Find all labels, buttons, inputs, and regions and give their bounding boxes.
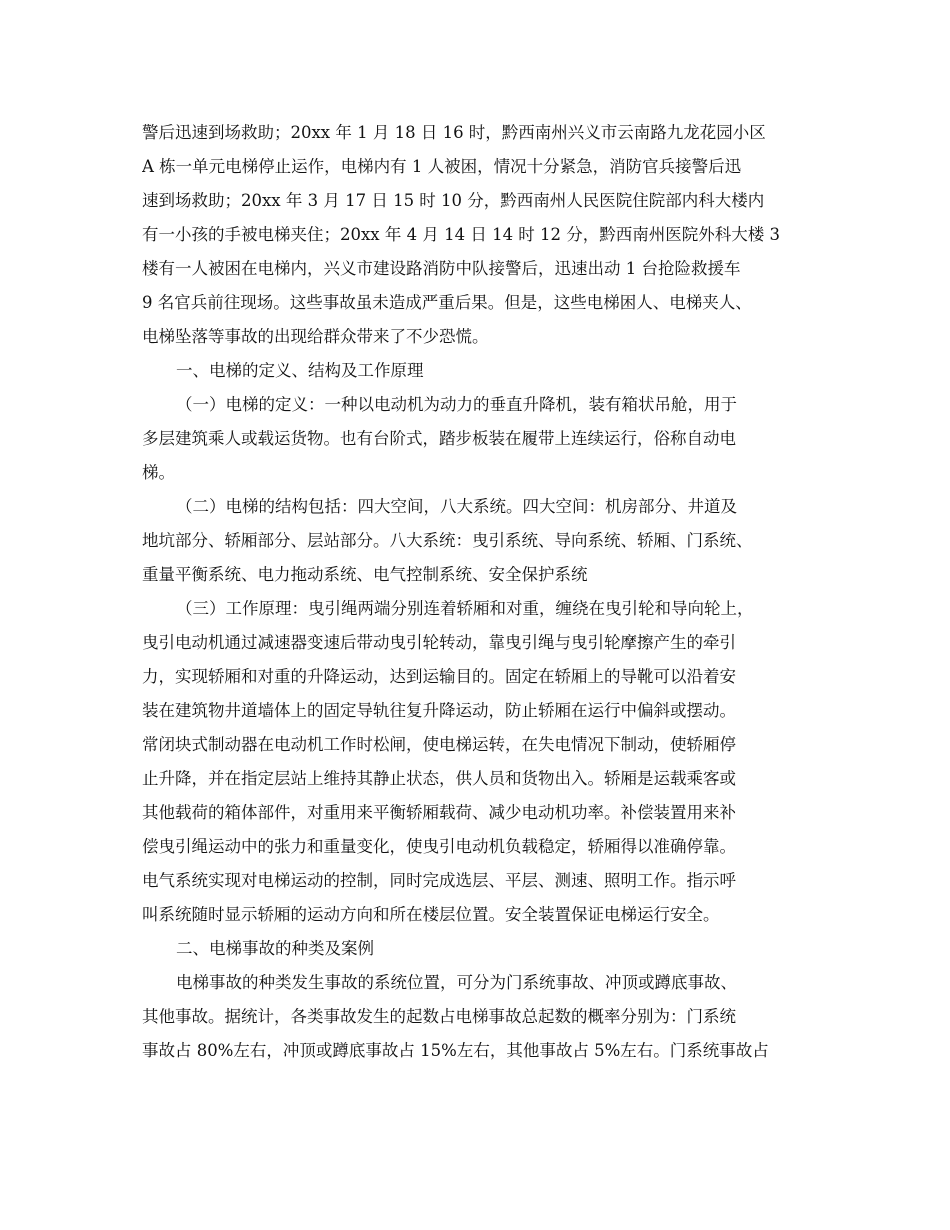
text-line: 力，实现轿厢和对重的升降运动，达到运输目的。固定在轿厢上的导靴可以沿着安 — [142, 667, 736, 686]
text-line: 其他事故。据统计，各类事故发生的起数占电梯事故总起数的概率分别为：门系统 — [142, 1007, 736, 1026]
text-line: （三）工作原理：曳引绳两端分别连着轿厢和对重，缠绕在曳引轮和导向轮上， — [176, 599, 754, 618]
paragraph-definition — [142, 388, 828, 490]
text-line: 重量平衡系统、电力拖动系统、电气控制系统、安全保护系统 — [142, 565, 588, 584]
text-line: 电梯坠落等事故的出现给群众带来了不少恐慌。 — [142, 327, 489, 346]
text-line: 速到场救助；20xx 年 3 月 17 日 15 时 10 分，黔西南州人民医院住院部内科大楼内 — [142, 191, 765, 210]
text-line: 事故占 80%左右，冲顶或蹲底事故占 15%左右，其他事故占 5%左右。门系统事故占 — [142, 1041, 769, 1060]
text-line: 楼有一人被困在电梯内，兴义市建设路消防中队接警后，迅速出动 1 台抢险救援车 — [142, 259, 741, 278]
text-line: 其他载荷的箱体部件，对重用来平衡轿厢载荷、减少电动机功率。补偿装置用来补 — [142, 803, 736, 822]
text-line: 警后迅速到场救助；20xx 年 1 月 18 日 16 时，黔西南州兴义市云南路九龙花园小区 — [142, 123, 766, 142]
text-line: 电梯事故的种类发生事故的系统位置，可分为门系统事故、冲顶或蹲底事故、 — [176, 973, 737, 992]
section-heading: 一、电梯的定义、结构及工作原理 — [176, 361, 424, 380]
section-heading-definition — [142, 354, 828, 388]
text-line: 常闭块式制动器在电动机工作时松闸，使电梯运转，在失电情况下制动，使轿厢停 — [142, 735, 736, 754]
text-line: （一）电梯的定义：一种以电动机为动力的垂直升降机，装有箱状吊舱，用于 — [176, 395, 737, 414]
paragraph-structure — [142, 490, 828, 592]
text-line: 9 名官兵前往现场。这些事故虽未造成严重后果。但是，这些电梯困人、电梯夹人、 — [142, 293, 752, 312]
document-body — [142, 116, 828, 1068]
text-line: 有一小孩的手被电梯夹住；20xx 年 4 月 14 日 14 时 12 分，黔西南州医院外科大楼 3 — [142, 225, 781, 244]
text-line: 装在建筑物井道墙体上的固定导轨往复升降运动，防止轿厢在运行中偏斜或摆动。 — [142, 701, 736, 720]
text-line: 止升降，并在指定层站上维持其静止状态，供人员和货物出入。轿厢是运载乘客或 — [142, 769, 736, 788]
text-line: 曳引电动机通过减速器变速后带动曳引轮转动，靠曳引绳与曳引轮摩擦产生的牵引 — [142, 633, 736, 652]
text-line: 叫系统随时显示轿厢的运动方向和所在楼层位置。安全装置保证电梯运行安全。 — [142, 905, 720, 924]
paragraph-accident-types — [142, 966, 828, 1068]
text-line: 电气系统实现对电梯运动的控制，同时完成选层、平层、测速、照明工作。指示呼 — [142, 871, 736, 890]
section-heading: 二、电梯事故的种类及案例 — [176, 939, 374, 958]
text-line: （二）电梯的结构包括：四大空间，八大系统。四大空间：机房部分、井道及 — [176, 497, 737, 516]
text-line: 多层建筑乘人或载运货物。也有台阶式，踏步板装在履带上连续运行，俗称自动电 — [142, 429, 736, 448]
paragraph-working-principle — [142, 592, 828, 932]
text-line: 地坑部分、轿厢部分、层站部分。八大系统：曳引系统、导向系统、轿厢、门系统、 — [142, 531, 753, 550]
text-line: 偿曳引绳运动中的张力和重量变化，使曳引电动机负载稳定，轿厢得以准确停靠。 — [142, 837, 736, 856]
text-line: 梯。 — [142, 463, 175, 482]
paragraph-accident-cases — [142, 116, 828, 354]
section-heading-accidents — [142, 932, 828, 966]
text-line: A 栋一单元电梯停止运作，电梯内有 1 人被困，情况十分紧急，消防官兵接警后迅 — [142, 157, 742, 176]
